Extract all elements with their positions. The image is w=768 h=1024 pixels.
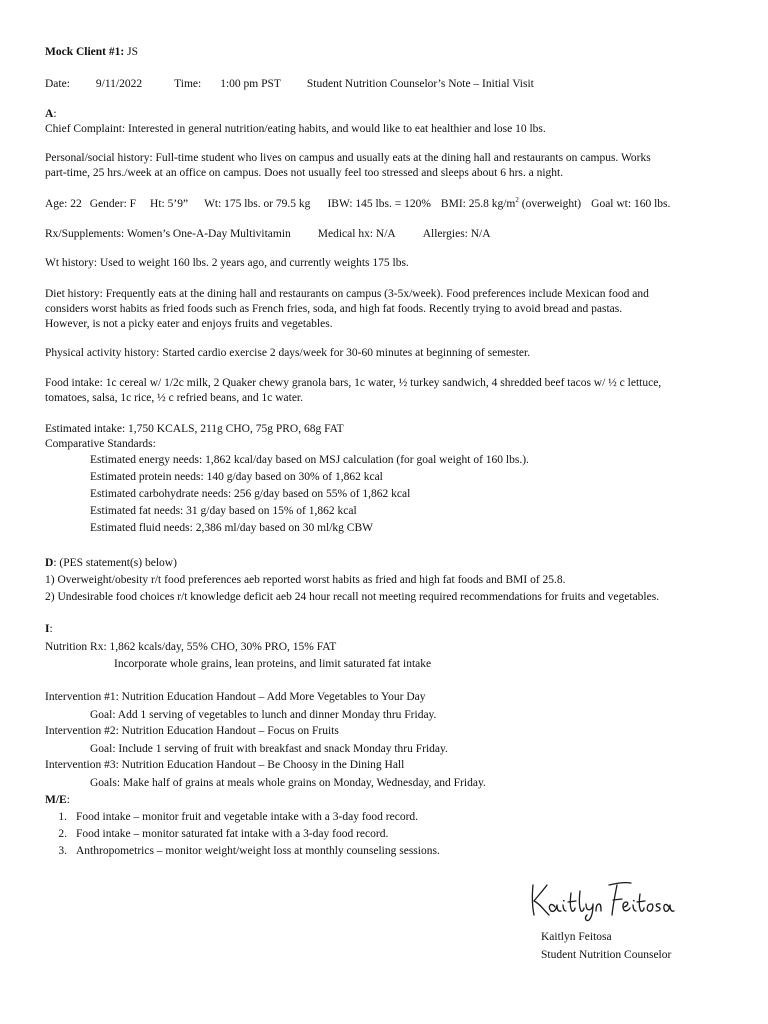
nutrition-rx-detail: Incorporate whole grains, lean proteins, and limit saturated fat intake	[114, 658, 432, 670]
weight: Wt: 175 lbs. or 79.5 kg	[204, 198, 311, 210]
age: Age: 22	[45, 198, 82, 210]
intervention-heading: I:	[45, 623, 53, 635]
standard-fat: Estimated fat needs: 31 g/day based on 15% of 1,862 kcal	[90, 505, 357, 517]
food-intake-line-1: Food intake: 1c cereal w/ 1/2c milk, 2 Quaker chewy granola bars, 1c water, ½ turkey sandwich, 4 shredded beef tacos w/ ½ c lettuce,	[45, 377, 662, 389]
weight-history: Wt history: Used to weight 160 lbs. 2 years ago, and currently weights 175 lbs.	[45, 257, 409, 269]
goal-weight: Goal wt: 160 lbs.	[591, 198, 671, 210]
intervention-2-goal: Goal: Include 1 serving of fruit with breakfast and snack Monday thru Friday.	[90, 743, 448, 755]
rx-line	[45, 227, 491, 242]
time-value: 1:00 pm PST	[220, 78, 281, 90]
visit-info-line	[45, 77, 534, 92]
note-title: Student Nutrition Counselor’s Note – Initial Visit	[306, 78, 534, 90]
date-value: 9/11/2022	[95, 78, 143, 90]
intervention-3-goal: Goals: Make half of grains at meals whole grains on Monday, Wednesday, and Friday.	[90, 777, 486, 789]
allergies: Allergies: N/A	[422, 228, 491, 240]
diet-history-line-2: considers worst habits as fried foods such as French fries, soda, and high fat foods. Recently trying to avoid bread and pastas.	[45, 303, 623, 315]
diagnosis-heading: D: (PES statement(s) below)	[45, 557, 177, 569]
standard-fluid: Estimated fluid needs: 2,386 ml/day based on 30 ml/kg CBW	[90, 522, 373, 534]
intervention-2-title: Intervention #2: Nutrition Education Handout – Focus on Fruits	[45, 725, 339, 737]
diet-history-line-3: However, is not a picky eater and enjoys fruits and vegetables.	[45, 318, 333, 330]
height: Ht: 5’9”	[150, 198, 189, 210]
food-intake-line-2: tomatoes, salsa, 1c rice, ½ c refried beans, and 1c water.	[45, 392, 304, 404]
intervention-1-title: Intervention #1: Nutrition Education Handout – Add More Vegetables to Your Day	[45, 691, 426, 703]
standard-carbohydrate: Estimated carbohydrate needs: 256 g/day based on 55% of 1,862 kcal	[90, 488, 411, 500]
pes-statement-1: 1) Overweight/obesity r/t food preferences aeb reported worst habits as fried and high fat foods and BMI of 25.8.	[45, 574, 566, 586]
personal-history-line-2: part-time, 25 hrs./week at an office on campus. Does not usually feel too stressed and sleeps about 6 hrs. a night.	[45, 167, 564, 179]
rx-supplements: Rx/Supplements: Women’s One-A-Day Multivitamin	[45, 228, 291, 240]
standard-protein: Estimated protein needs: 140 g/day based on 30% of 1,862 kcal	[90, 471, 383, 483]
standard-energy: Estimated energy needs: 1,862 kcal/day based on MSJ calculation (for goal weight of 160 lbs.).	[90, 454, 529, 466]
date-label: Date:	[45, 78, 70, 90]
activity-history: Physical activity history: Started cardio exercise 2 days/week for 30-60 minutes at beginning of semester.	[45, 347, 531, 359]
signer-role: Student Nutrition Counselor	[541, 949, 672, 961]
comparative-standards-label: Comparative Standards:	[45, 438, 156, 450]
anthropometrics-line	[45, 197, 670, 212]
assessment-heading: A:	[45, 108, 57, 120]
signer-name: Kaitlyn Feitosa	[541, 931, 612, 943]
monitoring-heading: M/E:	[45, 794, 70, 806]
personal-history-line-1: Personal/social history: Full-time student who lives on campus and usually eats at the dining hall and restaurants on campus. Works	[45, 152, 651, 164]
intervention-3-title: Intervention #3: Nutrition Education Handout – Be Choosy in the Dining Hall	[45, 759, 405, 771]
estimated-intake: Estimated intake: 1,750 KCALS, 211g CHO, 75g PRO, 68g FAT	[45, 423, 344, 435]
diet-history-line-1: Diet history: Frequently eats at the dining hall and restaurants on campus (3-5x/week). Food preferences include Mexican food and	[45, 288, 649, 300]
bmi: BMI: 25.8 $kg/m^2$ (overweight)	[440, 196, 582, 210]
medical-hx: Medical hx: N/A	[317, 228, 396, 240]
nutrition-rx: Nutrition Rx: 1,862 kcals/day, 55% CHO, 30% PRO, 15% FAT	[45, 641, 337, 653]
handwritten-signature	[525, 873, 675, 923]
monitoring-item-1: 1. Food intake – monitor fruit and vegetable intake with a 3-day food record.	[58, 811, 419, 823]
gender: Gender: F	[89, 198, 137, 210]
monitoring-item-2: 2. Food intake – monitor saturated fat intake with a 3-day food record.	[58, 828, 389, 840]
time-label: Time:	[174, 78, 202, 90]
monitoring-item-3: 3. Anthropometrics – monitor weight/weight loss at monthly counseling sessions.	[58, 845, 440, 857]
document-title: Mock Client #1: JS	[45, 46, 138, 58]
intervention-1-goal: Goal: Add 1 serving of vegetables to lunch and dinner Monday thru Friday.	[90, 709, 437, 721]
pes-statement-2: 2) Undesirable food choices r/t knowledge deficit aeb 24 hour recall not meeting required recommendations for fruits and vegetables.	[45, 591, 660, 603]
chief-complaint: Chief Complaint: Interested in general nutrition/eating habits, and would like to eat healthier and lose 10 lbs.	[45, 123, 546, 135]
ibw: IBW: 145 lbs. = 120%	[327, 198, 431, 210]
